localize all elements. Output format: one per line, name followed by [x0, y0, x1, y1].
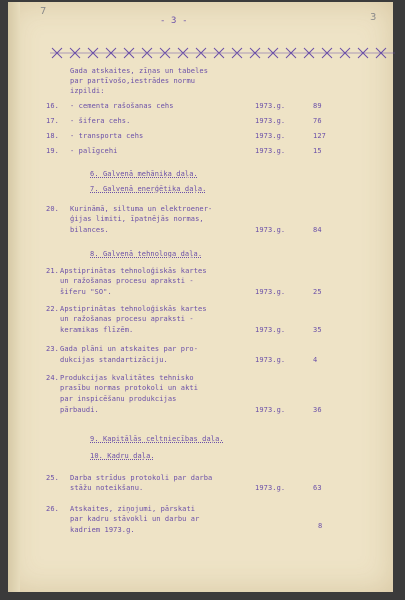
row-16-date: 1973.g.	[255, 102, 286, 110]
row-16-text: - cementa rašošanas cehs	[70, 102, 174, 110]
row-26-line-1: Atskaites, ziņojumi, pārskati	[70, 505, 196, 513]
row-21-date: 1973.g.	[255, 288, 286, 296]
row-23-line-2: dukcijas standartizāciju.	[60, 356, 168, 364]
row-22-date: 1973.g.	[255, 326, 286, 334]
row-16-count: 89	[313, 102, 322, 110]
intro-line-1: Gada atskaites, zīņas un tabeles	[70, 67, 209, 75]
row-18-count: 127	[313, 132, 326, 140]
row-22-line-1: Apstiprinātas tehnoloģiskās kartes	[60, 305, 207, 313]
row-24-line-3: par inspicēšanu produkcijas	[60, 395, 177, 403]
row-20-line-2: ģijas limiti, īpatnējās normas,	[70, 215, 204, 223]
row-19-count: 15	[313, 147, 322, 155]
binding-edge	[8, 2, 20, 592]
row-22-count: 35	[313, 326, 322, 334]
row-22-num: 22.	[46, 305, 59, 313]
pencil-mark-left: 7	[40, 6, 47, 17]
row-17-text: - šifera cehs.	[70, 117, 131, 125]
row-21-line-2: un ražošanas procesu apraksti -	[60, 277, 194, 285]
row-25-num: 25.	[46, 474, 59, 482]
row-19-date: 1973.g.	[255, 147, 286, 155]
row-25-line-2: stāžu noteikšanu.	[70, 484, 144, 492]
row-18-date: 1973.g.	[255, 132, 286, 140]
row-19-text: - palīgcehi	[70, 147, 118, 155]
row-22-line-3: keramikas flīzēm.	[60, 326, 134, 334]
row-23-line-1: Gada plāni un atskaites par pro-	[60, 345, 199, 353]
heading-section-7: 7. Galvenā enerģētiķa daļa.	[90, 185, 207, 193]
row-25-count: 63	[313, 484, 322, 492]
heading-section-6: 6. Galvenā mehāniķa daļa.	[90, 170, 198, 178]
row-25-line-1: Darba strīdus protokoli par darba	[70, 474, 213, 482]
row-17-num: 17.	[46, 117, 59, 125]
row-24-date: 1973.g.	[255, 406, 286, 414]
intro-line-3: izpildi:	[70, 87, 105, 95]
row-20-date: 1973.g.	[255, 226, 286, 234]
row-24-num: 24.	[46, 374, 59, 382]
row-19-num: 19.	[46, 147, 59, 155]
row-20-line-1: Kurināmā, siltuma un elektroener-	[70, 205, 213, 213]
row-21-line-3: šiferu "SO".	[60, 288, 112, 296]
row-18-num: 18.	[46, 132, 59, 140]
heading-section-10: 10. Kadru daļa.	[90, 452, 155, 460]
heading-section-9: 9. Kapitālās celtniecības daļa.	[90, 435, 224, 443]
row-25-date: 1973.g.	[255, 484, 286, 492]
row-26-count: 8	[318, 522, 323, 530]
row-24-line-1: Produkcijas kvalitātes tehnisko	[60, 374, 194, 382]
pencil-mark-right: 3	[370, 12, 377, 23]
row-26-num: 26.	[46, 505, 59, 513]
row-24-line-2: prasību normas protokoli un akti	[60, 384, 199, 392]
intro-line-2: par partīvošo,iestrādes normu	[70, 77, 196, 85]
row-21-count: 25	[313, 288, 322, 296]
row-26-line-2: par kadru stāvokli un darbu ar	[70, 515, 200, 523]
row-16-num: 16.	[46, 102, 59, 110]
row-23-num: 23.	[46, 345, 59, 353]
document-page	[8, 2, 393, 592]
row-21-line-1: Apstiprinātas tehnoloģiskās kartes	[60, 267, 207, 275]
page-number: - 3 -	[160, 16, 188, 26]
row-24-line-4: pārbaudi.	[60, 406, 99, 414]
typed-x-separator	[50, 46, 395, 60]
row-24-count: 36	[313, 406, 322, 414]
heading-section-8: 8. Galvenā tehnologa daļa.	[90, 250, 203, 258]
row-20-num: 20.	[46, 205, 59, 213]
row-20-line-3: bilances.	[70, 226, 109, 234]
row-23-date: 1973.g.	[255, 356, 286, 364]
row-21-num: 21.	[46, 267, 59, 275]
row-23-count: 4	[313, 356, 318, 364]
row-17-date: 1973.g.	[255, 117, 286, 125]
row-18-text: - transporta cehs	[70, 132, 144, 140]
row-26-line-3: kadriem 1973.g.	[70, 526, 135, 534]
row-22-line-2: un ražošanas procesu apraksti -	[60, 315, 194, 323]
row-17-count: 76	[313, 117, 322, 125]
row-20-count: 84	[313, 226, 322, 234]
